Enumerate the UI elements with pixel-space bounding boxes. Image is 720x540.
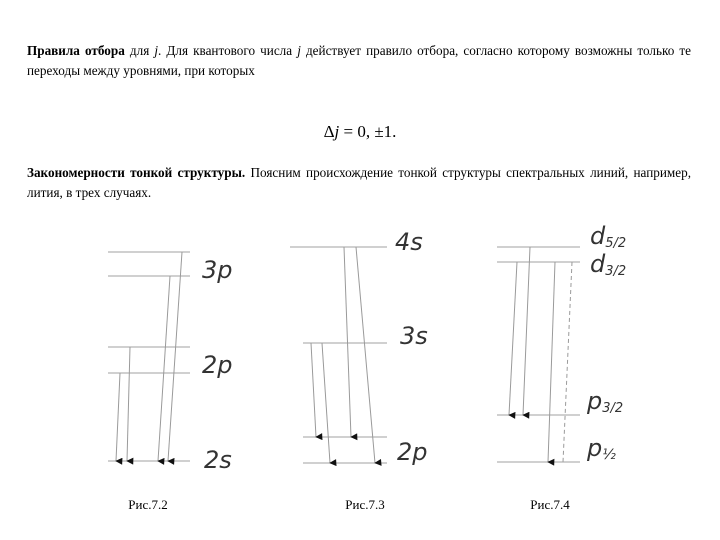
transition-arrow <box>127 347 130 461</box>
caption-fig-7-2: Рис.7.2 <box>128 497 168 512</box>
label-p12: p½ <box>587 434 616 463</box>
text-fragment: для <box>124 43 155 58</box>
figure-7-4-diagram <box>497 222 626 463</box>
label-2p: 2p <box>397 438 428 466</box>
caption-fig-7-4: Рис.7.4 <box>530 497 570 512</box>
formula-rest: = 0, ±1. <box>339 122 397 141</box>
label-3s: 3s <box>400 322 428 350</box>
caption-fig-7-3: Рис.7.3 <box>345 497 385 512</box>
forbidden-transition-dashed <box>563 262 572 462</box>
label-p32: p3/2 <box>587 387 624 416</box>
label-2p: 2p <box>202 351 233 379</box>
formula-variable: j <box>334 122 340 141</box>
label-3p: 3p <box>202 256 233 284</box>
variable-j: j <box>297 43 301 58</box>
figure-7-3-diagram <box>290 228 428 466</box>
text-fragment: действует правило отбора, согласно которому возможны только те переходы между уровнями, при которых <box>27 43 692 78</box>
term-selection-rules: Правила отбора <box>27 43 125 58</box>
delta-symbol: Δ <box>323 122 335 141</box>
label-2s: 2s <box>204 446 232 474</box>
label-4s: 4s <box>395 228 423 256</box>
transition-arrow <box>168 252 182 461</box>
transition-arrow <box>158 276 170 461</box>
transition-arrow <box>116 373 120 461</box>
label-d52: d5/2 <box>590 222 627 251</box>
transition-arrow <box>344 247 351 437</box>
transition-arrow <box>356 247 375 463</box>
transition-arrow <box>311 343 316 437</box>
transition-arrow <box>523 247 530 415</box>
transition-arrow <box>509 262 517 415</box>
transition-arrow <box>548 262 555 462</box>
text-fragment: Поясним происхождение тонкой структуры спектральных линий, например, лития, в трех случаях. <box>27 165 691 200</box>
variable-j: j <box>154 43 159 58</box>
text-fragment: . Для квантового числа <box>158 43 298 58</box>
transition-arrow <box>322 343 330 463</box>
label-d32: d3/2 <box>590 250 627 279</box>
term-fine-structure: Закономерности тонкой структуры. <box>27 165 246 180</box>
figure-7-2-diagram <box>108 252 233 474</box>
